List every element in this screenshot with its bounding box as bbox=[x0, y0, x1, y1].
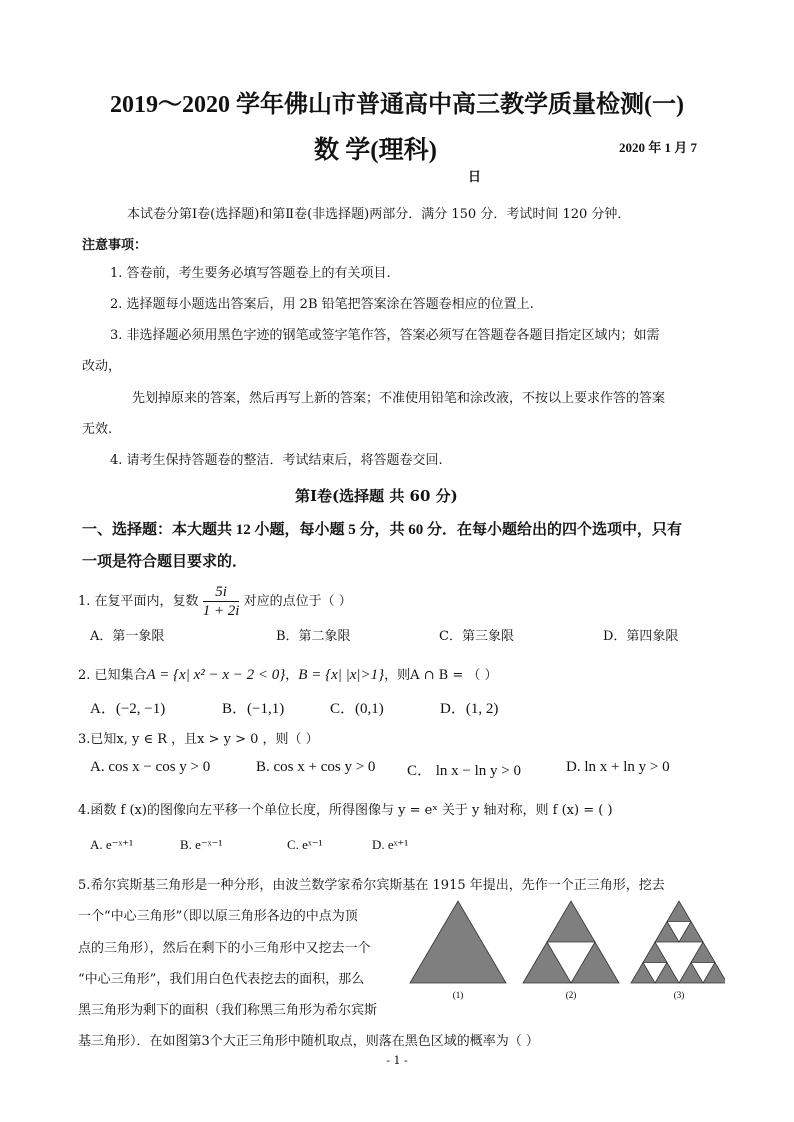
q3-option-b: B. cos x + cos y > 0 bbox=[256, 759, 376, 775]
q1-option-d: D．第四象限 bbox=[603, 629, 679, 644]
notice-item-3-cont3: 无效. bbox=[82, 422, 113, 437]
part-1-heading: 第Ⅰ卷(选择题 共 60 分) bbox=[295, 487, 458, 505]
notice-heading: 注意事项： bbox=[82, 238, 148, 253]
q2-set-b: B = {x| |x|>1} bbox=[298, 667, 385, 683]
q3-option-c: C． ln x − ln y > 0 bbox=[407, 763, 522, 779]
q1-option-c: C．第三象限 bbox=[439, 629, 514, 644]
figure-2-label: (2) bbox=[565, 990, 577, 1000]
notice-item-3-cont: 改动， bbox=[82, 359, 122, 374]
q4-option-d: D. eˣ⁺¹ bbox=[372, 837, 409, 852]
q2-prefix: 2. 已知集合 bbox=[78, 668, 147, 683]
triangle-level-0 bbox=[410, 901, 506, 983]
notice-item-3-cont2: 先划掉原来的答案，然后再写上新的答案；不准使用铅笔和涂改液，不按以上要求作答的答案 bbox=[132, 391, 666, 406]
q2-set-a: A = {x| x² − x − 2 < 0} bbox=[146, 667, 286, 683]
notice-item-4: 4. 请考生保持答题卷的整洁．考试结束后，将答题卷交回. bbox=[110, 453, 443, 468]
figure-1-label: (1) bbox=[452, 990, 464, 1000]
page-number: - 1 - bbox=[386, 1054, 408, 1067]
q2-option-b: B．(−1,1) bbox=[222, 701, 285, 717]
question-1 bbox=[78, 583, 352, 620]
question-5-line-5: 黑三角形为剩下的面积（我们称黑三角形为希尔宾斯 bbox=[78, 1003, 378, 1018]
question-5-line-6: 基三角形）．在如图第3个大正三角形中随机取点，则落在黑色区域的概率为（ ） bbox=[78, 1034, 539, 1049]
subject-title: 数 学(理科) bbox=[314, 137, 437, 164]
section-1-heading-cont: 一项是符合题目要求的． bbox=[82, 554, 248, 570]
section-1-heading: 一、选择题：本大题共 12 小题，每小题 5 分，共 60 分．在每小题给出的四个选项中，只有 bbox=[82, 522, 683, 538]
sierpinski-figure-3 bbox=[631, 901, 725, 983]
q1-option-b: B．第二象限 bbox=[276, 629, 351, 644]
question-4: 4.函数 f (x)的图像向左平移一个单位长度，所得图像与 y = eˣ 关于 y 轴对称，则 f (x) = ( ) bbox=[78, 803, 613, 818]
question-3: 3.已知x, y ∈ R ，且x > y > 0 ，则（ ） bbox=[78, 732, 319, 747]
question-5-line-4: “中心三角形”，我们用白色代表挖去的面积，那么 bbox=[78, 972, 365, 987]
exam-date-day: 日 bbox=[468, 170, 482, 185]
sierpinski-figure-1 bbox=[410, 901, 506, 983]
notice-item-1: 1. 答卷前，考生要务必填写答题卷上的有关项目. bbox=[110, 266, 391, 281]
exam-title: 2019～2020 学年佛山市普通高中高三教学质量检测(一) bbox=[110, 92, 684, 118]
q2-sep: ， bbox=[285, 668, 299, 683]
notice-item-3: 3. 非选择题必须用黑色字迹的钢笔或签字笔作答，答案必须写在答题卷各题目指定区域内；如需 bbox=[110, 328, 660, 343]
figure-3-label: (3) bbox=[673, 990, 685, 1000]
sierpinski-figure-2 bbox=[523, 901, 619, 983]
q1-denominator: 1 + 2i bbox=[202, 603, 240, 619]
exam-date: 2020 年 1 月 7 bbox=[619, 140, 698, 155]
q3-option-d: D. ln x + ln y > 0 bbox=[566, 759, 670, 775]
q2-suffix: ，则A ∩ B = （ ） bbox=[384, 668, 498, 683]
q3-option-a: A. cos x − cos y > 0 bbox=[90, 759, 211, 775]
q1-option-a: A．第一象限 bbox=[90, 629, 165, 644]
q4-option-c: C. eˣ⁻¹ bbox=[287, 837, 323, 852]
question-5: 5.希尔宾斯基三角形是一种分形，由波兰数学家希尔宾斯基在 1915 年提出，先作一个正三角形，挖去 bbox=[78, 878, 665, 893]
q2-option-c: C．(0,1) bbox=[330, 701, 384, 717]
q1-prefix: 1. 在复平面内，复数 bbox=[78, 594, 199, 609]
sierpinski-figures bbox=[405, 898, 725, 1003]
q1-suffix: 对应的点位于（ ） bbox=[243, 594, 352, 609]
q4-option-b: B. e⁻ˣ⁻¹ bbox=[180, 837, 223, 852]
q4-option-a: A. e⁻ˣ⁺¹ bbox=[90, 837, 134, 852]
q2-option-d: D．(1, 2) bbox=[440, 701, 499, 717]
question-5-line-3: 点的三角形），然后在剩下的小三角形中又挖去一个 bbox=[78, 941, 371, 956]
question-2 bbox=[78, 664, 498, 684]
q2-option-a: A．(−2, −1) bbox=[90, 701, 166, 717]
question-5-line-2: 一个“中心三角形”（即以原三角形各边的中点为顶 bbox=[78, 909, 358, 924]
notice-item-2: 2. 选择题每小题选出答案后，用 2B 铅笔把答案涂在答题卷相应的位置上. bbox=[110, 297, 534, 312]
q1-numerator: 5i bbox=[203, 583, 240, 602]
q1-fraction bbox=[203, 583, 240, 620]
intro-text: 本试卷分第Ⅰ卷(选择题)和第Ⅱ卷(非选择题)两部分．满分 150 分．考试时间 120 分钟． bbox=[127, 207, 631, 222]
